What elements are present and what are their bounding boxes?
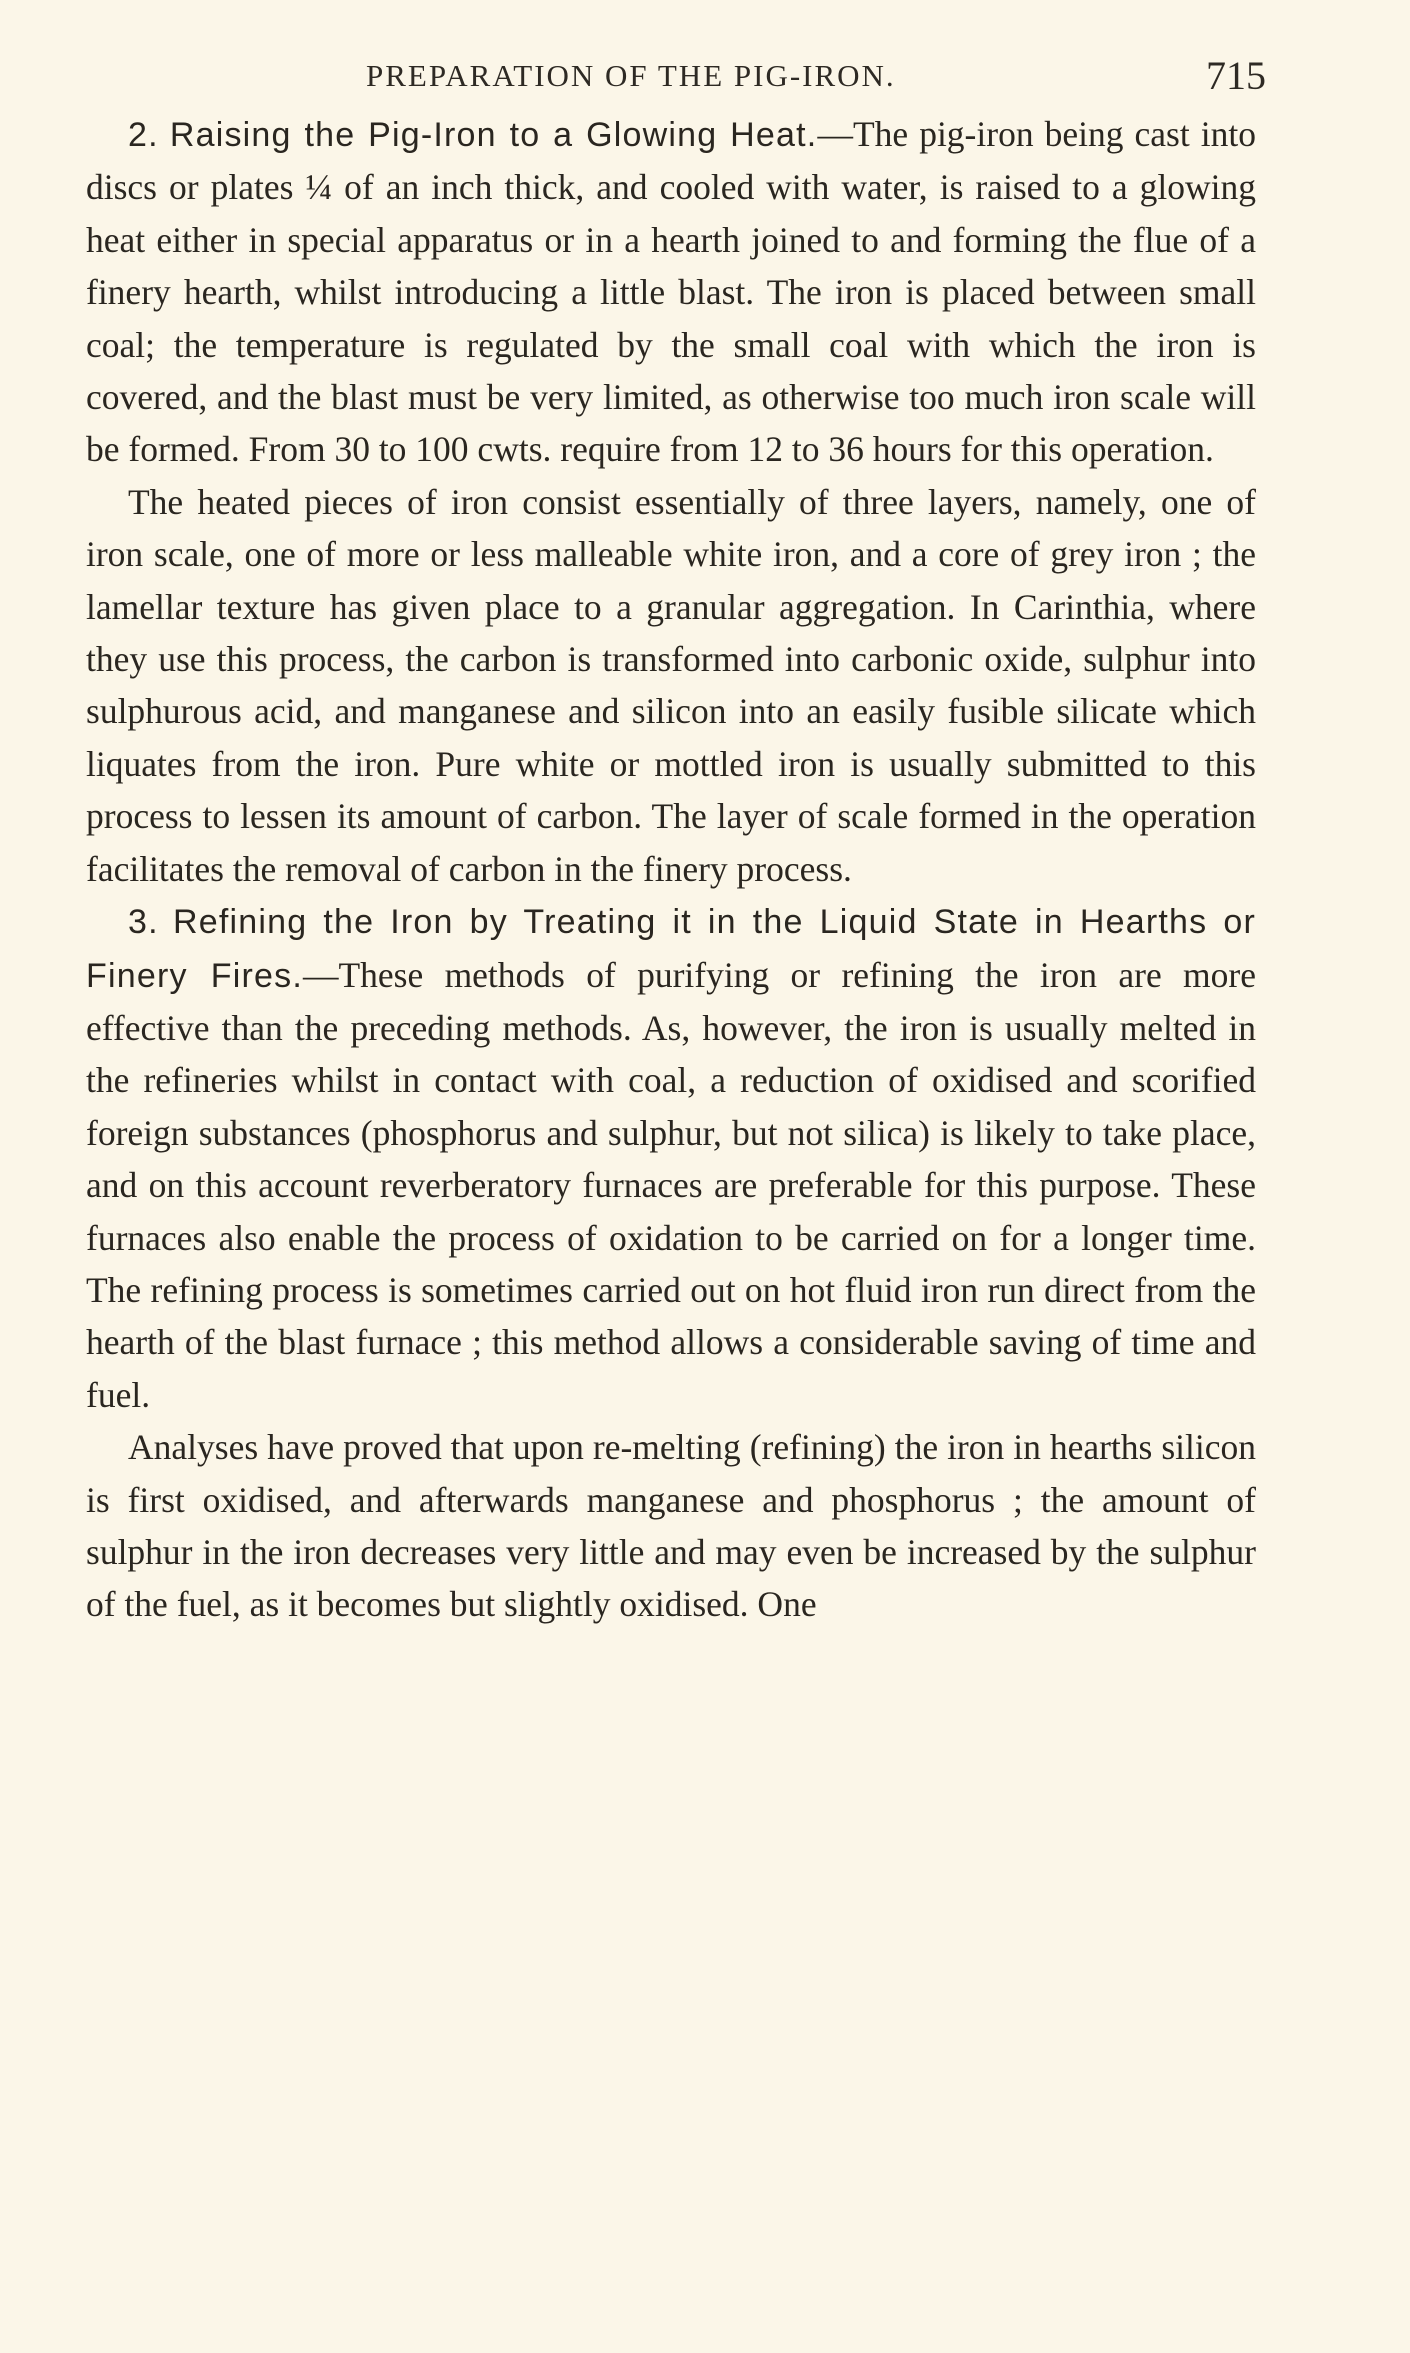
- running-head: PREPARATION OF THE PIG-IRON.: [366, 58, 896, 93]
- paragraph-heated-pieces: The heated pieces of iron consist essentially of three layers, namely, one of iron scale, one of more or less malleable white iron, and a core of grey iron ; the lamellar texture has given place to a granular aggregation. In Carinthia, where they use this process, the carbon is transformed into carbonic oxide, sulphur into sulphurous acid, and manganese and silicon into an easily fusible silicate which liquates from the iron. Pure white or mottled iron is usually submitted to this process to lessen its amount of carbon. The layer of scale formed in the operation facilitates the removal of carbon in the finery process.: [86, 481, 1256, 889]
- paragraph-analyses: Analyses have proved that upon re-melting (refining) the iron in hearths silicon is first oxidised, and afterwards manganese and phosphorus ; the amount of sulphur in the iron decreases very little and may even be increased by the sulphur of the fuel, as it becomes but slightly oxidised. One: [86, 1427, 1256, 1625]
- section-3-paragraph: [86, 895, 1256, 1421]
- section-3-title: Refining the Iron by Treating it in the Liquid State in Hearths or Finery Fires.: [86, 903, 1256, 995]
- book-page: [86, 48, 1266, 1631]
- section-2-paragraph: [86, 108, 1256, 476]
- page-number: 715: [1206, 53, 1266, 98]
- section-3-text: —These methods of purifying or refining the iron are more effective than the preceding methods. As, however, the iron is usually melted in the refineries whilst in contact with coal, a reduction of oxidised and scorified foreign substances (phosphorus and sulphur, but not silica) is likely to take place, and on this account reverberatory furnaces are preferable for this purpose. These furnaces also enable the process of oxidation to be carried on for a longer time. The refining process is sometimes carried out on hot fluid iron run direct from the hearth of the blast furnace ; this method allows a considerable saving of time and fuel.: [86, 954, 1256, 1415]
- section-3-number: 3.: [128, 903, 159, 942]
- section-2-title: Raising the Pig-Iron to a Glowing Heat.: [169, 116, 818, 154]
- section-2-text: —The pig-iron being cast into discs or plates ¼ of an inch thick, and cooled with water, is raised to a glowing heat either in special apparatus or in a hearth joined to and forming the flue of a finery hearth, whilst introducing a little blast. The iron is placed between small coal; the temperature is regulated by the small coal with which the iron is covered, and the blast must be very limited, as otherwise too much iron scale will be formed. From 30 to 100 cwts. require from 12 to 36 hours for this operation.: [86, 114, 1257, 470]
- body-text: [86, 108, 1256, 1631]
- page-header: [86, 48, 1266, 108]
- section-2-number: 2.: [128, 116, 159, 154]
